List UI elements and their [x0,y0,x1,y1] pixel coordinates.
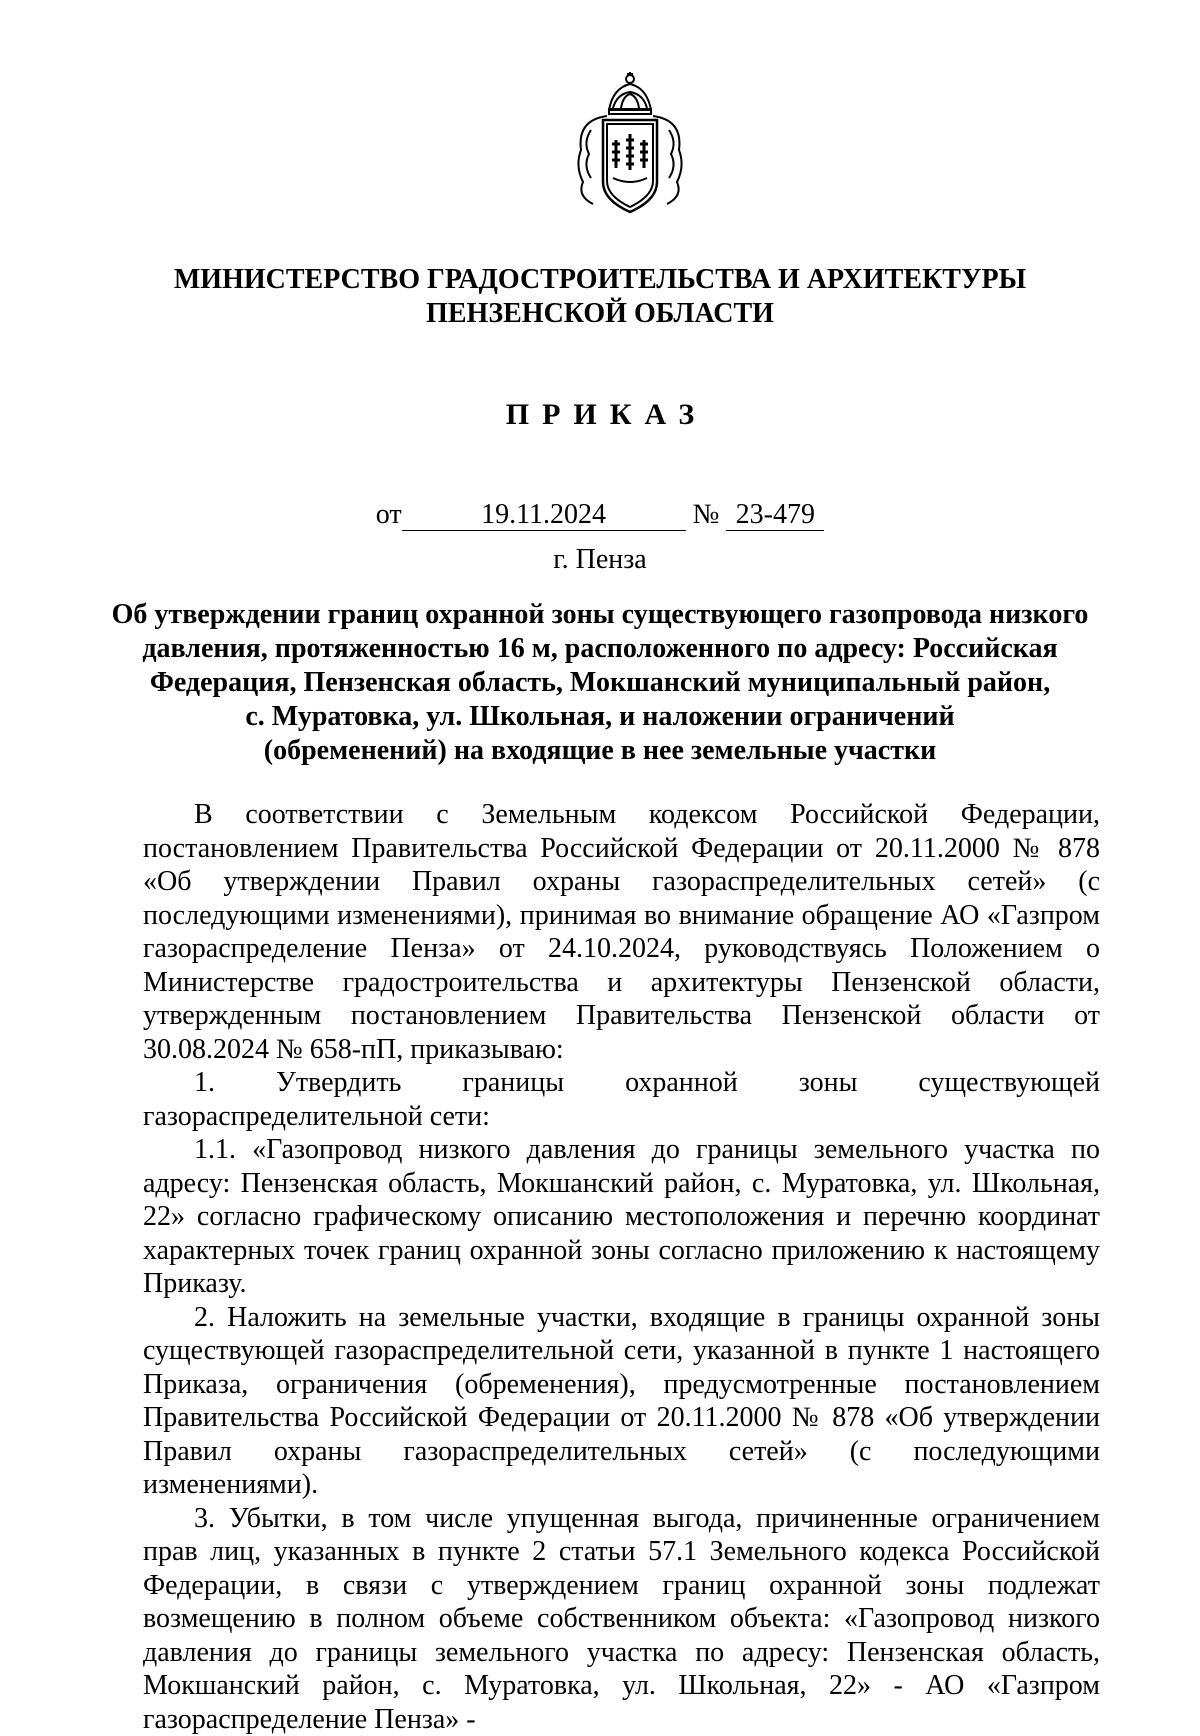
document-date: 19.11.2024 [402,500,686,531]
document-number: 23-479 [726,500,824,531]
title-line: Федерация, Пензенская область, Мокшанский муниципальный район, [100,666,1100,700]
title-line: Об утверждении границ охранной зоны существующего газопровода низкого [100,598,1100,632]
city: г. Пенза [0,543,1200,577]
number-sign: № [693,499,720,530]
date-prefix: от [376,499,402,530]
document-body [143,798,1100,1736]
ministry-name [0,263,1200,331]
clause-1-1: 1.1. «Газопровод низкого давления до границы земельного участка по адресу: Пензенская область, Мокшанский район, с. Муратовка, ул. Школьная, 22» согласно графическому описанию местоположения и перечню координат характерных точек границ охранной зоны согласно приложению к настоящему Приказу. [143,1133,1100,1301]
document-type: ПРИКАЗ [0,398,1200,432]
clause-3: 3. Убытки, в том числе упущенная выгода, причиненные ограничением прав лиц, указанных в пункте 2 статьи 57.1 Земельного кодекса Российской Федерации, в связи с утверждением границ охранной зоны подлежат возмещению в полном объеме собственником объекта: «Газопровод низкого давления до границы земельного участка по адресу: Пензенская область, Мокшанский район, с. Муратовка, ул. Школьная, 22» - АО «Газпром газораспределение Пенза» - [143,1502,1100,1736]
clause-2: 2. Наложить на земельные участки, входящие в границы охранной зоны существующей газораспределительной сети, указанной в пункте 1 настоящего Приказа, ограничения (обременения), предусмотренные постановлением Правительства Российской Федерации от 20.11.2000 № 878 «Об утверждении Правил охраны газораспределительных сетей» (с последующими изменениями). [143,1301,1100,1502]
clause-1: 1. Утвердить границы охранной зоны существующей газораспределительной сети: [143,1066,1100,1133]
title-line: давления, протяженностью 16 м, расположенного по адресу: Российская [100,632,1100,666]
ministry-name-line2: ПЕНЗЕНСКОЙ ОБЛАСТИ [0,297,1200,331]
document-title [100,598,1100,768]
title-line: с. Муратовка, ул. Школьная, и наложении ограничений [100,700,1100,734]
coat-of-arms-emblem [569,70,691,220]
ministry-name-line1: МИНИСТЕРСТВО ГРАДОСТРОИТЕЛЬСТВА И АРХИТЕКТУРЫ [0,263,1200,297]
title-line: (обременений) на входящие в нее земельные участки [100,734,1100,768]
date-number-line [0,498,1200,532]
preamble-paragraph: В соответствии с Земельным кодексом Российской Федерации, постановлением Правительства Российской Федерации от 20.11.2000 № 878 «Об утверждении Правил охраны газораспределительных сетей» (с последующими изменениями), принимая во внимание обращение АО «Газпром газораспределение Пенза» от 24.10.2024, руководствуясь Положением о Министерстве градостроительства и архитектуры Пензенской области, утвержденным постановлением Правительства Пензенской области от 30.08.2024 № 658-пП, приказываю: [143,798,1100,1066]
